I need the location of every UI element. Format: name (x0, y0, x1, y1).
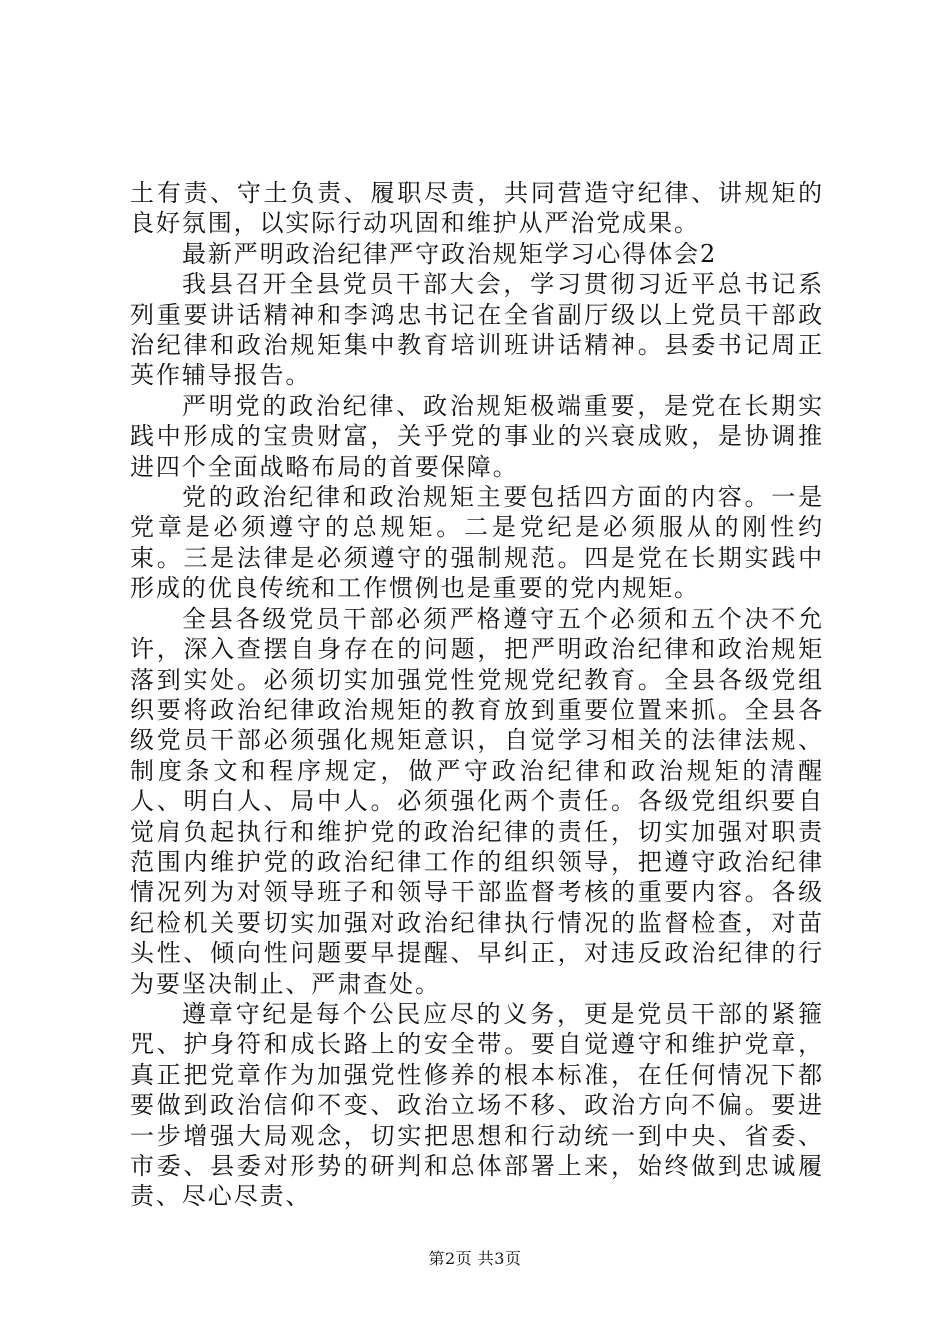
paragraph: 党的政治纪律和政治规矩主要包括四方面的内容。一是党章是必须遵守的总规矩。二是党纪是必须服从的刚性约束。三是法律是必须遵守的强制规范。四是党在长期实践中形成的优良传统和工作惯例也是重要的党内规矩。 (130, 483, 824, 603)
paragraph: 全县各级党员干部必须严格遵守五个必须和五个决不允许，深入查摆自身存在的问题，把严明政治纪律和政治规矩落到实处。必须切实加强党性党规党纪教育。全县各级党组织要将政治纪律政治规矩的教育放到重要位置来抓。全县各级党员干部必须强化规矩意识，自觉学习相关的法律法规、制度条文和程序规定，做严守政治纪律和政治规矩的清醒人、明白人、局中人。必须强化两个责任。各级党组织要自觉肩负起执行和维护党的政治纪律的责任，切实加强对职责范围内维护党的政治纪律工作的组织领导，把遵守政治纪律情况列为对领导班子和领导干部监督考核的重要内容。各级纪检机关要切实加强对政治纪律执行情况的监督检查，对苗头性、倾向性问题要早提醒、早纠正，对违反政治纪律的行为要坚决制止、严肃查处。 (130, 604, 824, 998)
paragraph: 严明党的政治纪律、政治规矩极端重要，是党在长期实践中形成的宝贵财富，关乎党的事业的兴衰成败，是协调推进四个全面战略布局的首要保障。 (130, 391, 824, 481)
page-number-footer: 第2页 共3页 (428, 1249, 522, 1268)
paragraph: 遵章守纪是每个公民应尽的义务，更是党员干部的紧箍咒、护身符和成长路上的安全带。要自觉遵守和维护党章，真正把党章作为加强党性修养的根本标准，在任何情况下都要做到政治信仰不变、政治立场不移、政治方向不偏。要进一步增强大局观念，切实把思想和行动统一到中央、省委、市委、县委对形势的研判和总体部署上来，始终做到忠诚履责、尽心尽责、 (130, 999, 824, 1211)
paragraph-continuation: 土有责、守土负责、履职尽责，共同营造守纪律、讲规矩的良好氛围，以实际行动巩固和维护从严治党成果。 (130, 179, 824, 238)
paragraph: 我县召开全县党员干部大会，学习贯彻习近平总书记系列重要讲话精神和李鸿忠书记在全省副厅级以上党员干部政治纪律和政治规矩集中教育培训班讲话精神。县委书记周正英作辅导报告。 (130, 270, 824, 390)
section-heading: 最新严明政治纪律严守政治规矩学习心得体会2 (182, 239, 718, 268)
document-body (130, 178, 824, 1212)
